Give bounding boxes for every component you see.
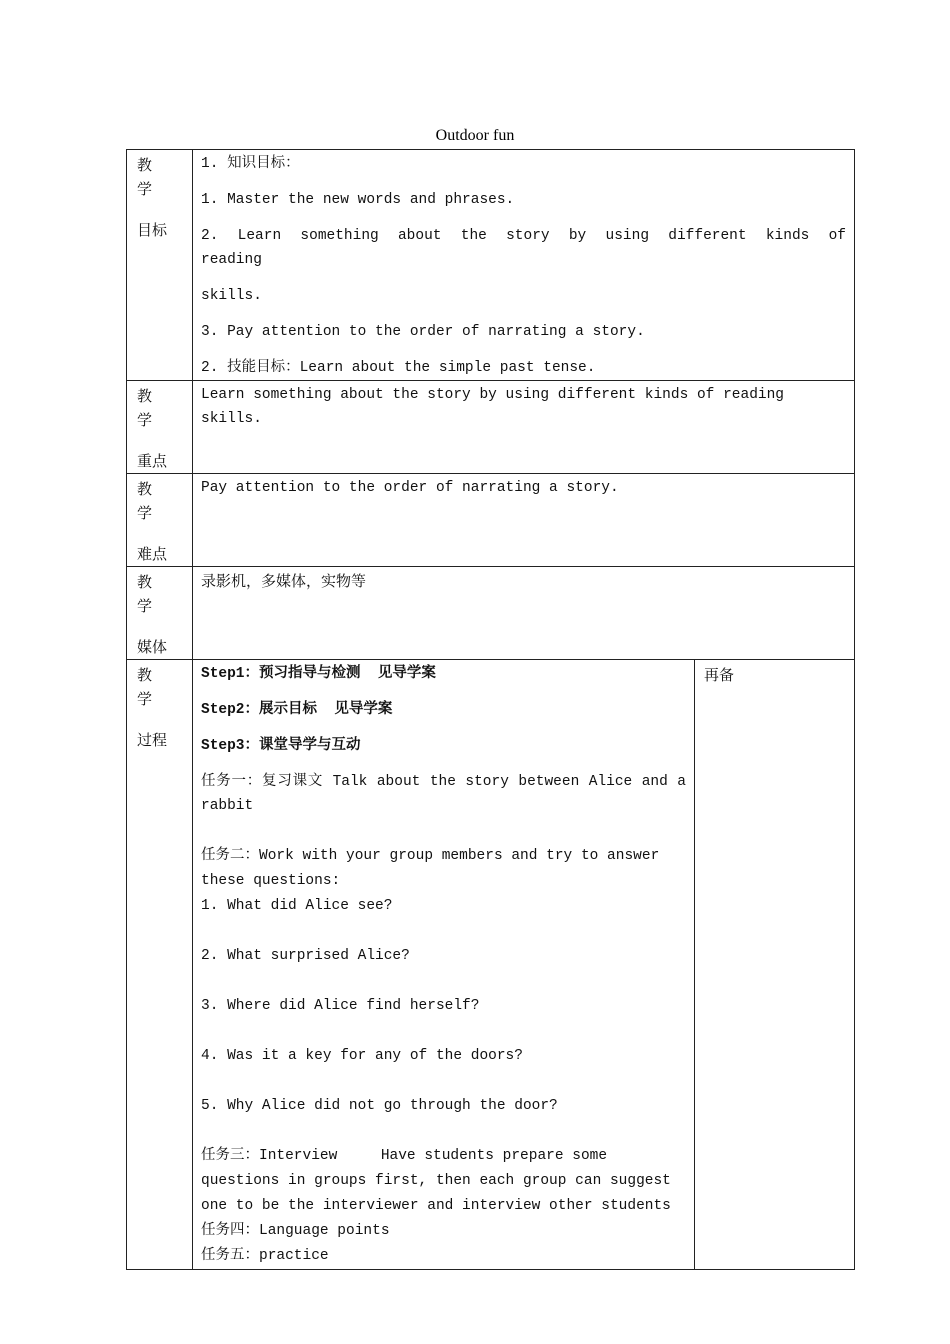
goals-line-4: skills. [201, 288, 262, 304]
key-points-text: Learn something about the story by using different kinds of reading skills. [201, 387, 793, 427]
goals-line-5: 3. Pay attention to the order of narrating a story. [201, 324, 645, 340]
goals-label-cell [127, 150, 193, 381]
task4-line: 任务四：Language points [201, 1223, 390, 1239]
goals-line-1: 1. 知识目标： [201, 156, 300, 172]
media-text: 录影机，多媒体，实物等 [201, 572, 367, 590]
process-label-line1: 教 学 [137, 666, 167, 708]
task3-line-3: one to be the interviewer and interview other students [201, 1198, 671, 1214]
goals-line-3: 2. Learn something about the story by using different kinds of reading [201, 228, 864, 268]
question-2: 2. What surprised Alice? [201, 948, 410, 964]
lesson-plan-table [126, 149, 864, 1270]
process-label-line2: 过程 [137, 731, 168, 749]
question-5: 5. Why Alice did not go through the door? [201, 1098, 558, 1114]
difficulties-row [127, 474, 855, 567]
media-label-line1: 教 学 [137, 573, 167, 615]
task5-line: 任务五：practice [201, 1248, 329, 1264]
document-title: Outdoor fun [435, 127, 515, 144]
process-content-cell [193, 660, 695, 1270]
question-3: 3. Where did Alice find herself? [201, 998, 480, 1014]
key-points-label-line2: 重点 [137, 452, 168, 470]
goals-line-2: 1. Master the new words and phrases. [201, 192, 515, 208]
difficulties-text: Pay attention to the order of narrating a story. [201, 480, 619, 496]
task1-line-2: rabbit [201, 798, 254, 814]
notes-cell [695, 660, 855, 1270]
media-content-cell [193, 567, 855, 660]
media-label-cell [127, 567, 193, 660]
key-points-row [127, 381, 855, 474]
goals-line-6: 2. 技能目标：Learn about the simple past tense. [201, 360, 596, 376]
question-4: 4. Was it a key for any of the doors? [201, 1048, 523, 1064]
notes-label: 再备 [704, 666, 735, 684]
difficulties-label-line1: 教 学 [137, 480, 167, 522]
key-points-label-cell [127, 381, 193, 474]
process-step-3: Step3：课堂导学与互动 [201, 738, 361, 754]
task2-line-2: these questions: [201, 873, 341, 889]
key-points-content-cell [193, 381, 855, 474]
media-label-line2: 媒体 [137, 638, 168, 656]
task1-line-1: 任务一：复习课文 Talk about the story between Alice and a [201, 774, 686, 790]
difficulties-label-line2: 难点 [137, 545, 168, 563]
process-step-1: Step1：预习指导与检测 见导学案 [201, 666, 436, 682]
difficulties-content-cell [193, 474, 855, 567]
goals-content-cell [193, 150, 864, 381]
key-points-label-line1: 教 学 [137, 387, 167, 429]
goals-label-line1: 教 学 [137, 156, 167, 198]
media-row [127, 567, 855, 660]
task3-line-2: questions in groups first, then each group can suggest [201, 1173, 671, 1189]
question-1: 1. What did Alice see? [201, 898, 393, 914]
process-step-2: Step2：展示目标 见导学案 [201, 702, 393, 718]
process-label-cell [127, 660, 193, 1270]
difficulties-label-cell [127, 474, 193, 567]
process-row [127, 660, 855, 1270]
task3-line-1: 任务三：Interview Have students prepare some [201, 1148, 608, 1164]
goals-label-line2: 目标 [137, 221, 168, 239]
goals-row [127, 150, 855, 381]
task2-line-1: 任务二：Work with your group members and try to answer [201, 848, 660, 864]
